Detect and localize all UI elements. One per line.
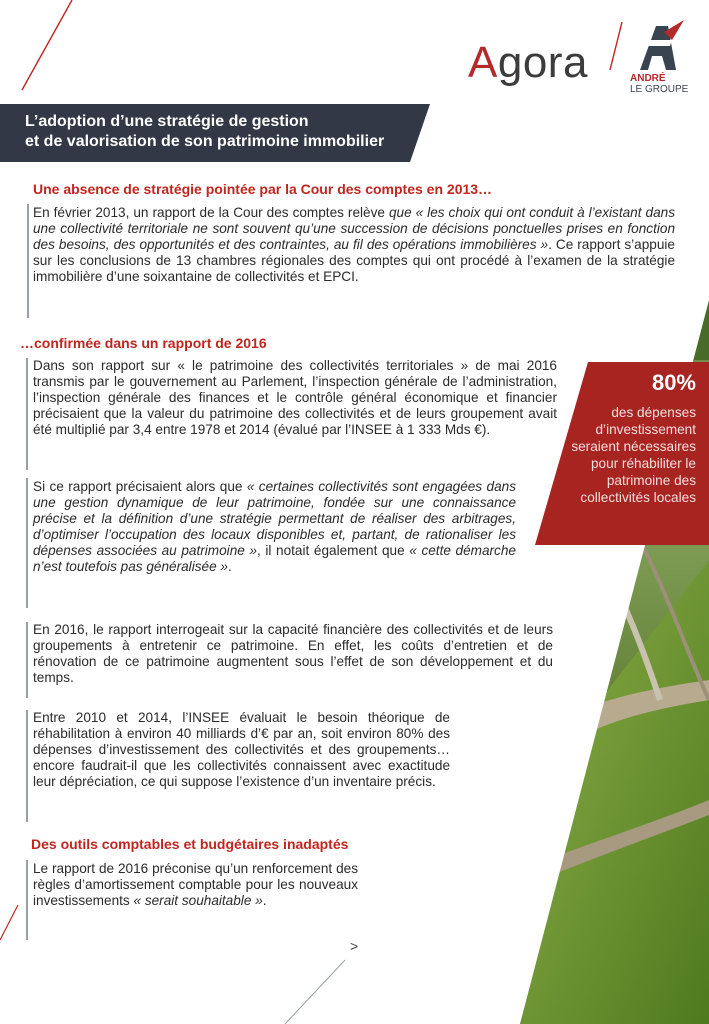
agora-logo — [468, 38, 588, 88]
section2-p2-text-a: Si ce rapport précisaient alors que — [33, 479, 247, 494]
section2-p2-quote: « certaines collectivités sont engagées dans une gestion dynamique de leur patrimoine, fondée sur une connaissance précise et la définition d’une stratégie permettant de réaliser des arbitrages, d’optimiser l’occupation des locaux disponibles et, partant, de rationaliser les dépenses associées au patrimoine » — [33, 479, 516, 558]
section3-text-a: Le rapport de 2016 préconise qu’un renforcement des règles d’amortissement comptable pour les nouveaux investissements — [33, 861, 358, 908]
section1-quote: que « les choix qui ont conduit à l’existant dans une collectivité territoriale ne sont souvent qu’une succession de décisions ponctuelles prises en fonction des besoins, des opportunités et des contraintes, au fil des opérations immobilières » — [33, 205, 675, 252]
stat-description: des dépenses d’investissement seraient nécessaires pour réhabiliter le patrimoine des collectivités locales — [571, 405, 696, 505]
section2-bar-1 — [26, 358, 28, 470]
section3-bar — [26, 860, 28, 940]
section1-bar — [27, 204, 29, 318]
section1-paragraph — [33, 205, 675, 285]
brand-name: ANDRÉ — [630, 73, 666, 84]
section3-text-b: . — [262, 893, 267, 908]
brand-subname: LE GROUPE — [630, 84, 689, 95]
page-title-line2: et de valorisation de son patrimoine immobilier — [25, 133, 385, 150]
agora-logo-rest: gora — [497, 38, 588, 87]
section2-paragraph-3: En 2016, le rapport interrogeait sur la capacité financière des collectivités et de leurs groupements à entretenir ce patrimoine. En effet, les coûts d’entretien et de rénovation de ce patrimoine augmentent sous l’effet de son développement et du temps. — [33, 622, 553, 685]
section3-quote: « serait souhaitable » — [133, 893, 263, 908]
section2-p2-text-c: . — [227, 559, 232, 574]
section2-paragraph-1: Dans son rapport sur « le patrimoine des collectivités territoriales » de mai 2016 transmis par le gouvernement au Parlement, l’inspection générale de l’administration, l’inspection générale des finances et le contrôle général économique et financier précisaient que la valeur du patrimoine des collectivités et de leurs groupement avait été multiplié par 3,4 entre 1978 et 2014 (évalué par l’INSEE à 1 333 Mds €). — [33, 358, 557, 437]
andre-logo-mark-icon — [640, 20, 684, 70]
logo-divider — [610, 22, 622, 70]
section2-bar-2 — [26, 478, 28, 608]
section1-text-a: En février 2013, un rapport de la Cour des comptes relève — [33, 205, 389, 220]
section2-paragraph-2 — [33, 479, 516, 575]
decor-line-top — [22, 0, 72, 90]
section3-paragraph — [33, 861, 358, 909]
section2-heading: …confirmée dans un rapport de 2016 — [20, 335, 267, 351]
next-page-chevron-icon[interactable]: > — [350, 938, 359, 954]
agora-logo-initial: A — [468, 38, 498, 87]
section1-text-b: . Ce rapport s’appuie sur les conclusions de 13 chambres régionales des comptes qui ont procédé à l’examen de la stratégie immobilière d’une soixantaine de collectivités et EPCI. — [33, 237, 675, 284]
section2-p2-text-b: , il notait également que — [257, 543, 410, 558]
page-title-line1: L’adoption d’une stratégie de gestion — [25, 113, 309, 130]
section2-bar-3 — [26, 622, 28, 698]
section2-p2-quote2: « cette démarche n’est toutefois pas généralisée » — [33, 543, 516, 574]
stat-value: 80% — [651, 370, 696, 395]
section1-heading: Une absence de stratégie pointée par la Cour des comptes en 2013… — [33, 181, 493, 197]
page-title — [25, 112, 415, 152]
section2-paragraph-4: Entre 2010 et 2014, l’INSEE évaluait le besoin théorique de réhabilitation à environ 40 milliards d’€ par an, soit environ 80% des dépenses d’investissement des collectivités et des groupements…encore faudrait-il que les collectivités connaissent avec exactitude leur dépréciation, ce qui suppose l’existence d’un inventaire précis. — [33, 710, 450, 789]
section2-bar-4 — [26, 710, 28, 822]
section3-heading: Des outils comptables et budgétaires inadaptés — [31, 836, 349, 852]
